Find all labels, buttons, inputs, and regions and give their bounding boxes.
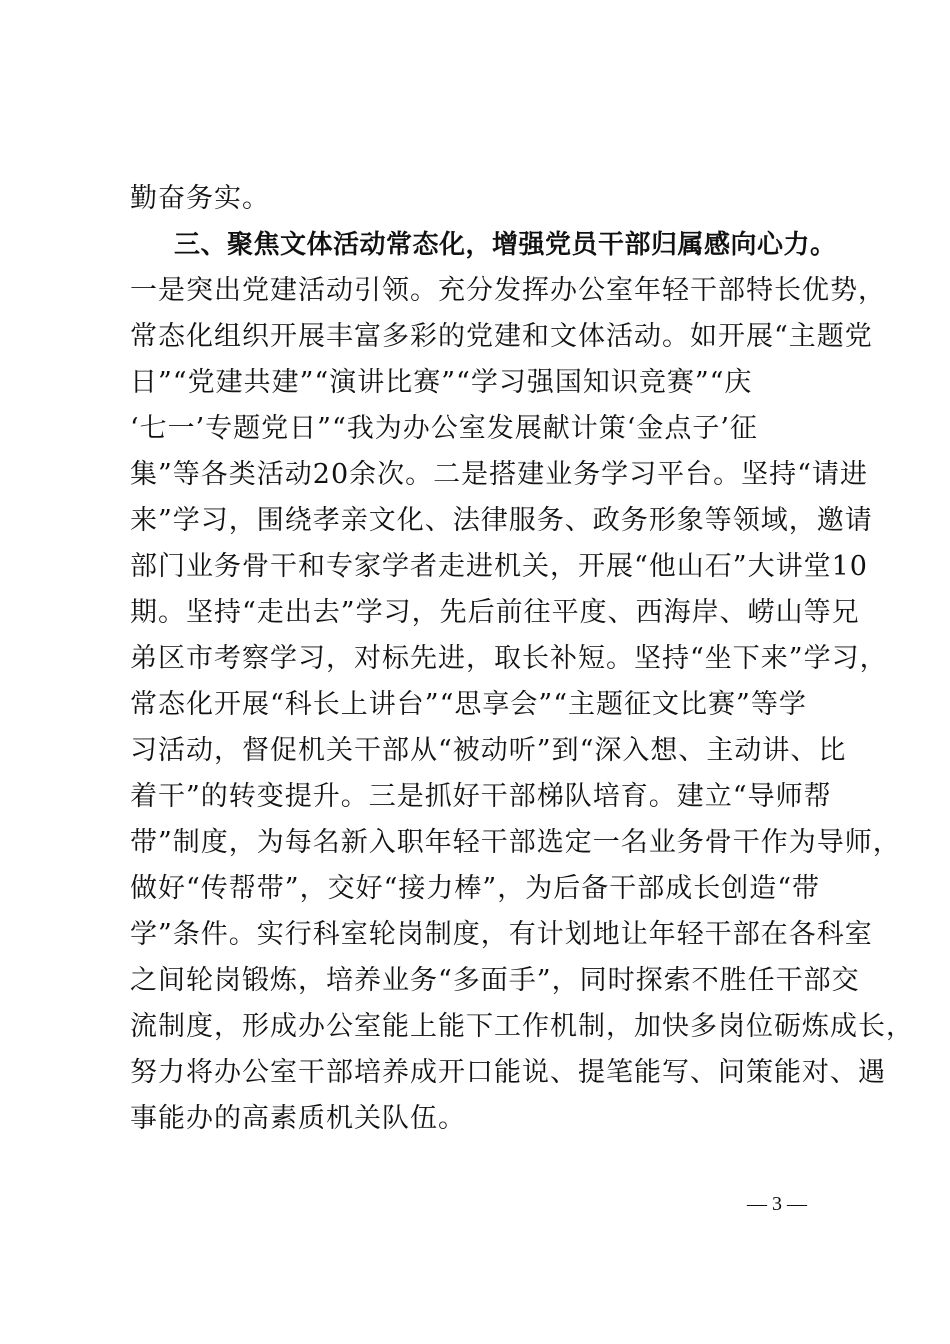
text-line: 流制度，形成办公室能上能下工作机制，加快多岗位砺炼成长， bbox=[130, 1011, 914, 1042]
text-line: 事能办的高素质机关队伍。 bbox=[130, 1103, 466, 1134]
text-line: 勤奋务实。 bbox=[130, 183, 270, 214]
text-line: 学”条件。实行科室轮岗制度，有计划地让年轻干部在各科室 bbox=[130, 919, 873, 950]
text-line: ‘七一’专题党日”“我为办公室发展献计策‘金点子’征 bbox=[130, 413, 758, 444]
text-line: 日”“党建共建”“演讲比赛”“学习强国知识竞赛”“庆 bbox=[130, 367, 753, 398]
text-line: 期。坚持“走出去”学习，先后前往平度、西海岸、崂山等兄 bbox=[130, 597, 860, 628]
text-line: 之间轮岗锻炼，培养业务“多面手”，同时探索不胜任干部交 bbox=[130, 965, 860, 996]
text-line: 努力将办公室干部培养成开口能说、提笔能写、问策能对、遇 bbox=[130, 1057, 886, 1088]
text-line: 习活动，督促机关干部从“被动听”到“深入想、主动讲、比 bbox=[130, 735, 847, 766]
text-line: 一是突出党建活动引领。充分发挥办公室年轻干部特长优势， bbox=[130, 275, 886, 306]
text-line: 弟区市考察学习，对标先进，取长补短。坚持“坐下来”学习， bbox=[130, 643, 888, 674]
text-line: 常态化开展“科长上讲台”“思享会”“主题征文比赛”等学 bbox=[130, 689, 807, 720]
text-line: 集”等各类活动20余次。二是搭建业务学习平台。坚持“请进 bbox=[130, 459, 868, 490]
section-heading: 三、聚焦文体活动常态化，增强党员干部归属感向心力。 bbox=[174, 230, 837, 260]
text-line: 着干”的转变提升。三是抓好干部梯队培育。建立“导师帮 bbox=[130, 781, 832, 812]
text-line: 做好“传帮带”，交好“接力棒”，为后备干部成长创造“带 bbox=[130, 873, 821, 904]
text-line: 部门业务骨干和专家学者走进机关，开展“他山石”大讲堂10 bbox=[130, 551, 868, 582]
text-line: 带”制度，为每名新入职年轻干部选定一名业务骨干作为导师， bbox=[130, 827, 901, 858]
text-line: 来”学习，围绕孝亲文化、法律服务、政务形象等领域，邀请 bbox=[130, 505, 873, 536]
document-body bbox=[130, 176, 914, 1142]
text-line: 常态化组织开展丰富多彩的党建和文体活动。如开展“主题党 bbox=[130, 321, 873, 352]
page-number: — 3 — bbox=[747, 1193, 807, 1215]
